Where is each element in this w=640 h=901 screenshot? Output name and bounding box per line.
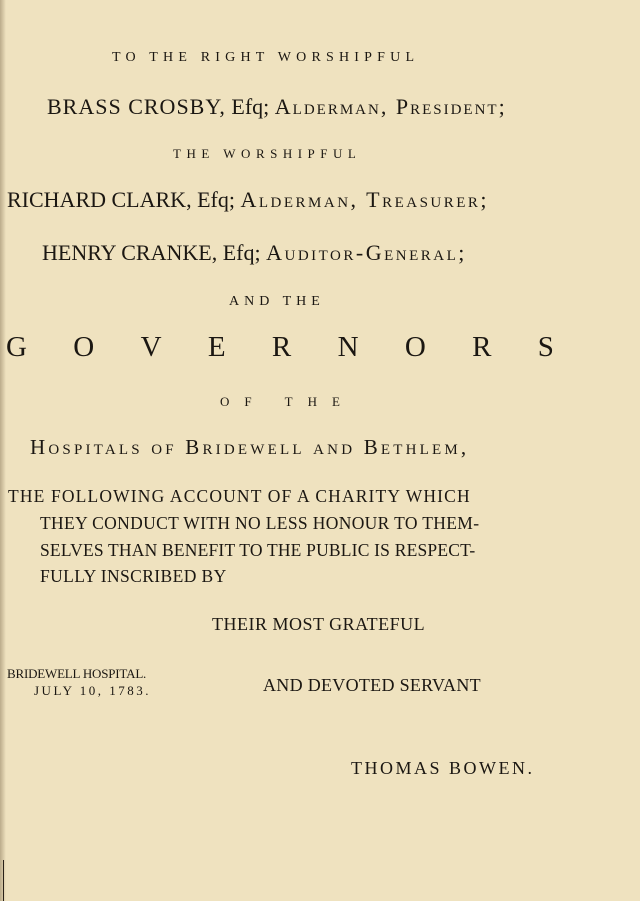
dedication-line-3: THE WORSHIPFUL — [173, 146, 362, 161]
date-line: JULY 10, 1783. — [34, 683, 151, 698]
hospitals-line: Hospitals of Bridewell and Bethlem, — [30, 435, 470, 459]
dedication-line-2 — [47, 94, 507, 120]
governors-letter: R — [472, 331, 492, 363]
governors-letter: S — [537, 331, 554, 363]
governors-letter: R — [271, 331, 292, 363]
clark-esq: Efq; — [197, 187, 235, 212]
body-line-2: THEY CONDUCT WITH NO LESS HONOUR TO THEM- — [40, 513, 480, 533]
dedication-line-4 — [7, 187, 489, 213]
signature: THOMAS BOWEN. — [351, 758, 535, 778]
crosby-title: Alderman, President; — [274, 94, 507, 119]
clark-title: Alderman, Treasurer; — [240, 187, 490, 212]
dedication-line-6: AND THE — [229, 294, 325, 309]
crosby-esq: Efq; — [231, 94, 270, 119]
dedication-line-1: TO THE RIGHT WORSHIPFUL — [112, 50, 420, 65]
page-edge-shadow — [0, 0, 6, 901]
governors-heading — [6, 331, 554, 364]
governors-letter: N — [337, 331, 359, 363]
governors-letter: E — [207, 331, 226, 363]
body-line-4: FULLY INSCRIBED BY — [40, 566, 227, 586]
closing-line-2: AND DEVOTED SERVANT — [263, 675, 481, 695]
place-line: BRIDEWELL HOSPITAL. — [7, 666, 147, 681]
governors-letter: O — [404, 331, 426, 363]
governors-letter: G — [6, 331, 27, 363]
closing-line-1: THEIR MOST GRATEFUL — [212, 614, 426, 634]
cranke-title: Auditor-General; — [266, 240, 467, 265]
clark-name: RICHARD CLARK, — [7, 187, 192, 212]
governors-letter: O — [73, 331, 95, 363]
crosby-name: BRASS CROSBY, — [47, 94, 226, 119]
cranke-name: HENRY CRANKE, — [42, 240, 218, 265]
dedication-line-5 — [42, 240, 467, 266]
page-edge-line — [3, 860, 4, 901]
body-line-3: SELVES THAN BENEFIT TO THE PUBLIC IS RESPECT- — [40, 540, 476, 560]
governors-letter: V — [140, 331, 162, 363]
body-line-1: THE FOLLOWING ACCOUNT OF A CHARITY WHICH — [8, 486, 471, 506]
cranke-esq: Efq; — [222, 240, 261, 265]
dedication-line-8: OF THE — [220, 394, 355, 409]
